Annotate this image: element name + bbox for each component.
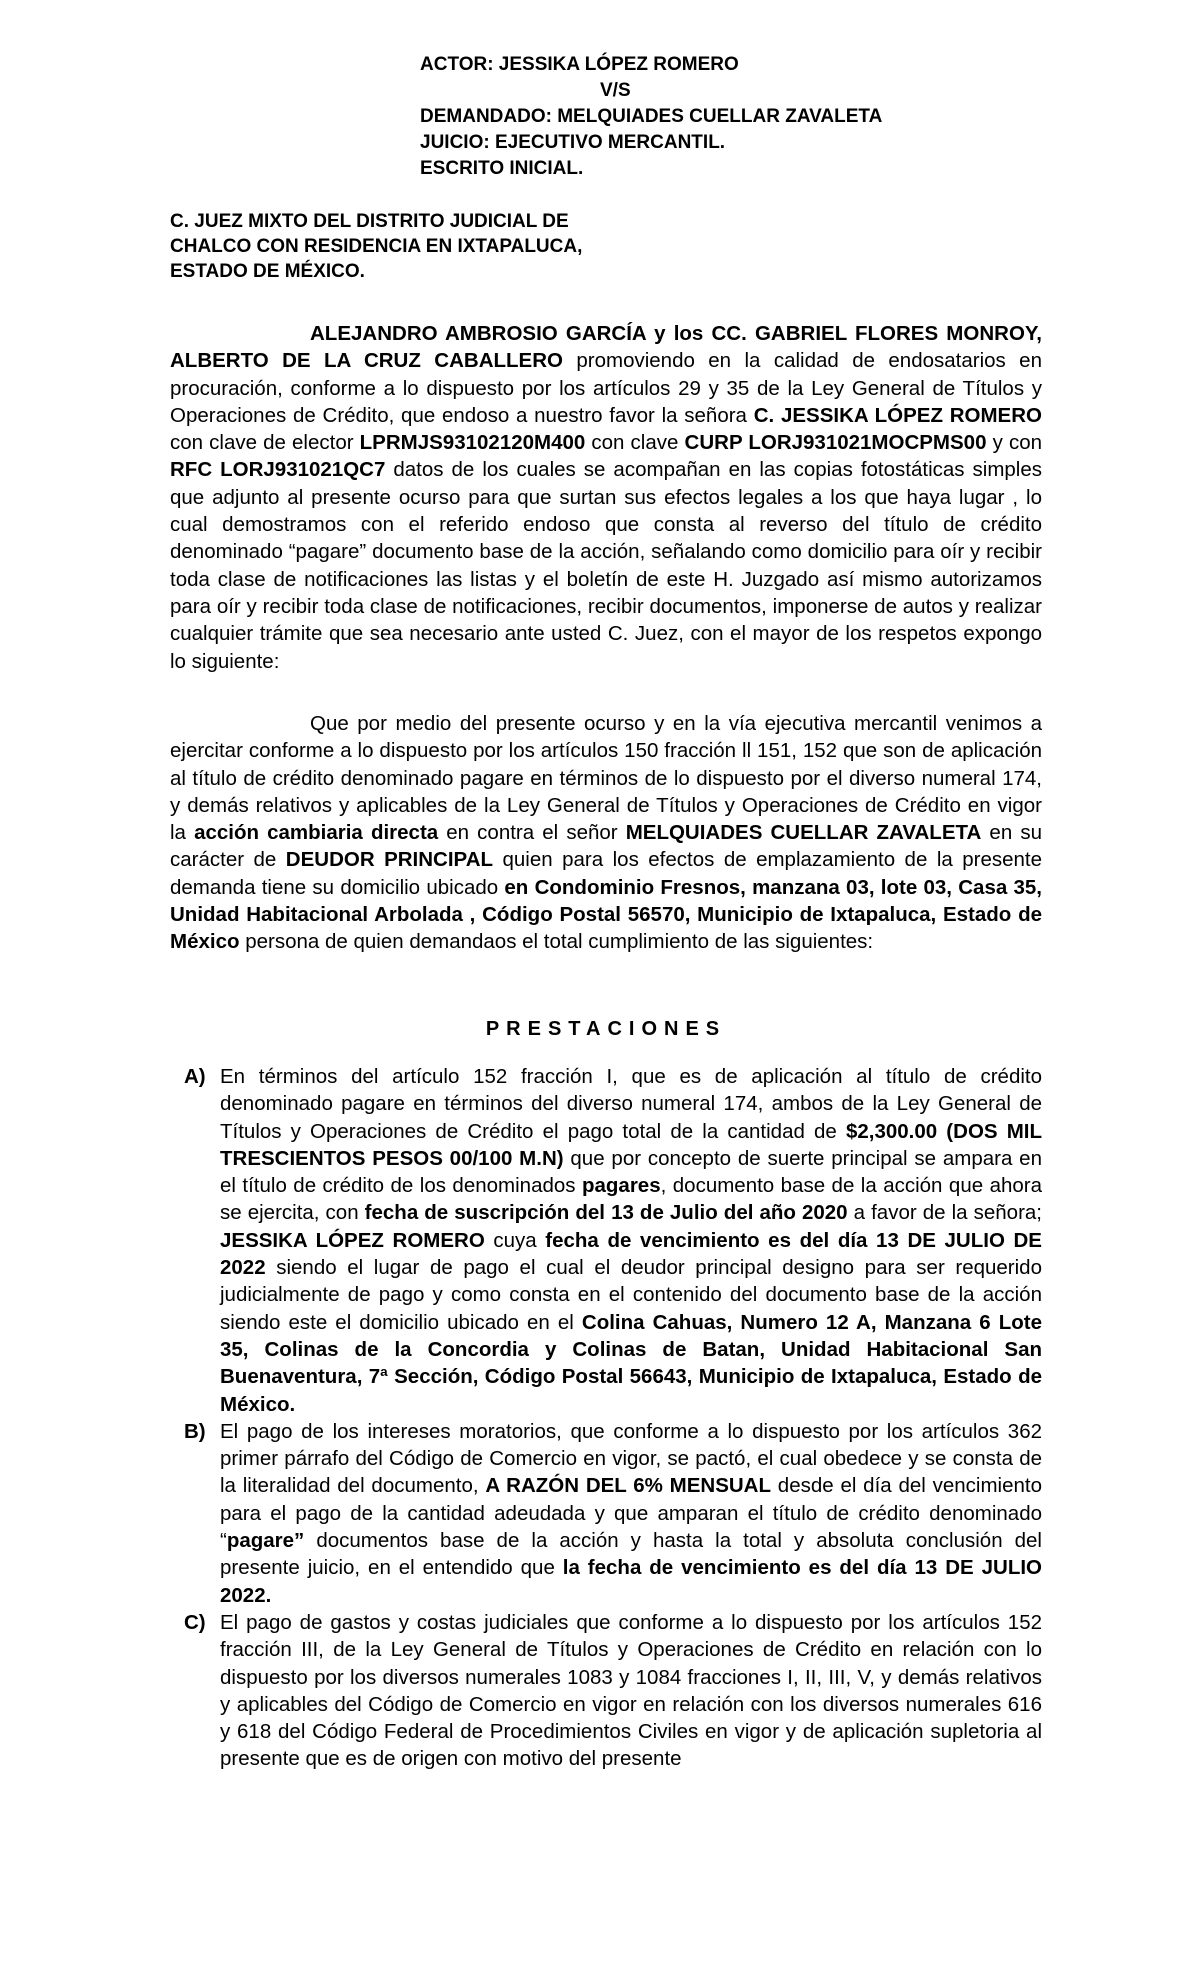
paragraph-text: quien para los efectos de emplazamiento de la presente demanda tiene su domicilio ubicado — [170, 848, 1043, 899]
item-text: El pago de gastos y costas judiciales que conforme a lo dispuesto por los artículos 152 fracción III, de la Ley General de Títulos y Operaciones de Crédito en relación con lo dispuesto por los diversos numerales 1083 y 1084 fracciones I, II, III, V, y demás relativos y aplicables del Código de Comercio en vigor en relación con los diversos numerales 616 y 618 del Código Federal de Procedimientos Civiles en vigor y de aplicación supletoria al presente que es de origen con motivo del presente — [220, 1610, 1042, 1771]
paragraph-text: con clave de elector — [170, 431, 360, 455]
clave-elector: LPRMJS93102120M400 — [359, 431, 586, 455]
item-letter: B) — [184, 1419, 206, 1443]
item-text: desde el día del vencimiento para el pago de la cantidad adeudada y que amparan el título de crédito denominado “ — [220, 1474, 1042, 1553]
paragraph-text: promoviendo en la calidad de endosatarios en procuración, conforme a lo dispuesto por los artículos 29 y 35 de la Ley General de Títulos y Operaciones de Crédito, que endoso a nuestro favor la señora — [170, 349, 1042, 427]
paragraph-text: y con — [986, 431, 1042, 455]
item-bold: JESSIKA LÓPEZ ROMERO — [220, 1228, 485, 1252]
versus-line: V/S — [600, 80, 631, 101]
paragraph-text: en contra el señor — [438, 821, 626, 845]
item-bold: la fecha de vencimiento es del día 13 DE JULIO 2022. — [220, 1556, 1043, 1607]
list-item — [170, 1063, 1042, 1418]
prestaciones-list — [170, 1063, 1042, 1773]
list-item — [170, 1418, 1042, 1609]
item-letter: C) — [184, 1610, 206, 1634]
paragraph-text: Que por medio del presente ocurso y en la vía ejecutiva mercantil venimos a ejercitar conforme a lo dispuesto por los artículos 150 fracción ll 151, 152 que son de aplicación al título de crédito denominado pagare en términos de lo dispuesto por el diverso numeral 174, y demás relativos y aplicables de la Ley General de Títulos y Operaciones de Crédito en vigor la — [170, 712, 1042, 845]
demandado-line: DEMANDADO: MELQUIADES CUELLAR ZAVALETA — [420, 106, 883, 127]
item-text: siendo el lugar de pago el cual el deudor principal designo para ser requerido judicialmente de pago y como consta en el contenido del documento base de la acción siendo este el domicilio ubicado en el — [220, 1256, 1042, 1334]
paragraph-text: con clave — [585, 431, 685, 455]
rfc: RFC LORJ931021QC7 — [170, 458, 386, 482]
actor-line: ACTOR: JESSIKA LÓPEZ ROMERO — [420, 54, 739, 75]
deudor-principal: DEUDOR PRINCIPAL — [285, 848, 494, 872]
case-header — [420, 52, 980, 182]
paragraph-text: persona de quien demandaos el total cumplimiento de las siguientes: — [239, 930, 874, 954]
addressee-line: CHALCO CON RESIDENCIA EN IXTAPALUCA, — [170, 236, 583, 257]
addressee-line: C. JUEZ MIXTO DEL DISTRITO JUDICIAL DE — [170, 211, 569, 232]
item-bold: fecha de suscripción del 13 de Julio del año 2020 — [364, 1201, 848, 1225]
addressee-block — [170, 209, 730, 284]
item-text: cuya — [484, 1228, 546, 1252]
item-text: documentos base de la acción y hasta la total y absoluta conclusión del presente juicio, en el entendido que — [220, 1529, 1042, 1580]
item-amount: $2,300.00 (DOS MIL TRESCIENTOS PESOS 00/100 M.N) — [220, 1119, 1042, 1170]
juicio-line: JUICIO: EJECUTIVO MERCANTIL. — [420, 132, 726, 153]
curp: CURP LORJ931021MOCPMS00 — [684, 431, 987, 455]
prestaciones-title: PRESTACIONES — [485, 1018, 727, 1040]
demandado-name: MELQUIADES CUELLAR ZAVALETA — [625, 821, 982, 845]
item-text: El pago de los intereses moratorios, que conforme a lo dispuesto por los artículos 362 primer párrafo del Código de Comercio en vigor, se pactó, el cual obedece y se consta de la literalidad del documento, — [220, 1419, 1042, 1498]
paragraph-text: en su carácter de — [170, 821, 1042, 872]
list-item — [170, 1609, 1042, 1773]
item-address: Colina Cahuas, Numero 12 A, Manzana 6 Lote 35, Colinas de la Concordia y Colinas de Batan, Unidad Habitacional San Buenaventura, 7ª Sección, Código Postal 56643, Municipio de Ixtapaluca, Estado de México. — [220, 1310, 1042, 1416]
promoventes-names: ALEJANDRO AMBROSIO GARCÍA y los CC. GABRIEL FLORES MONROY, ALBERTO DE LA CRUZ CABALLERO — [170, 322, 1042, 373]
item-text: , documento base de la acción que ahora se ejercita, con — [220, 1174, 1042, 1225]
intro-paragraph — [170, 320, 1042, 675]
item-letter: A) — [184, 1065, 206, 1088]
domicilio-demandado: en Condominio Fresnos, manzana 03, lote 03, Casa 35, Unidad Habitacional Arbolada , Código Postal 56570, Municipio de Ixtapaluca, Estado de México — [170, 875, 1042, 954]
escrito-line: ESCRITO INICIAL. — [420, 158, 584, 179]
item-bold: pagare” — [226, 1529, 305, 1553]
accion-cambiaria: acción cambiaria directa — [194, 821, 439, 845]
endosante-name: C. JESSIKA LÓPEZ ROMERO — [753, 403, 1042, 427]
item-bold: pagares — [581, 1174, 661, 1198]
item-text: a favor de la señora; — [847, 1201, 1042, 1225]
addressee-line: ESTADO DE MÉXICO. — [170, 261, 365, 282]
item-bold: A RAZÓN DEL 6% MENSUAL — [485, 1474, 772, 1498]
item-text: En términos del artículo 152 fracción I, que es de aplicación al título de crédito denominado pagare en términos del diverso numeral 174, ambos de la Ley General de Títulos y Operaciones de Crédito el pago total de la cantidad de — [220, 1065, 1042, 1143]
claim-paragraph — [170, 710, 1042, 956]
item-text: que por concepto de suerte principal se ampara en el título de crédito de los denominados — [220, 1146, 1042, 1198]
item-bold: fecha de vencimiento es del día 13 DE JULIO DE 2022 — [220, 1228, 1042, 1280]
paragraph-text: datos de los cuales se acompañan en las copias fotostáticas simples que adjunto al presente ocurso para que surtan sus efectos legales a los que haya lugar , lo cual demostramos con el referido endoso que consta al reverso del título de crédito denominado “pagare” documento base de la acción, señalando como domicilio para oír y recibir toda clase de notificaciones las listas y el boletín de este H. Juzgado así mismo autorizamos para oír y recibir toda clase de notificaciones, recibir documentos, imponerse de autos y realizar cualquier trámite que sea necesario ante usted C. Juez, con el mayor de los respetos expongo lo siguiente: — [170, 458, 1043, 673]
